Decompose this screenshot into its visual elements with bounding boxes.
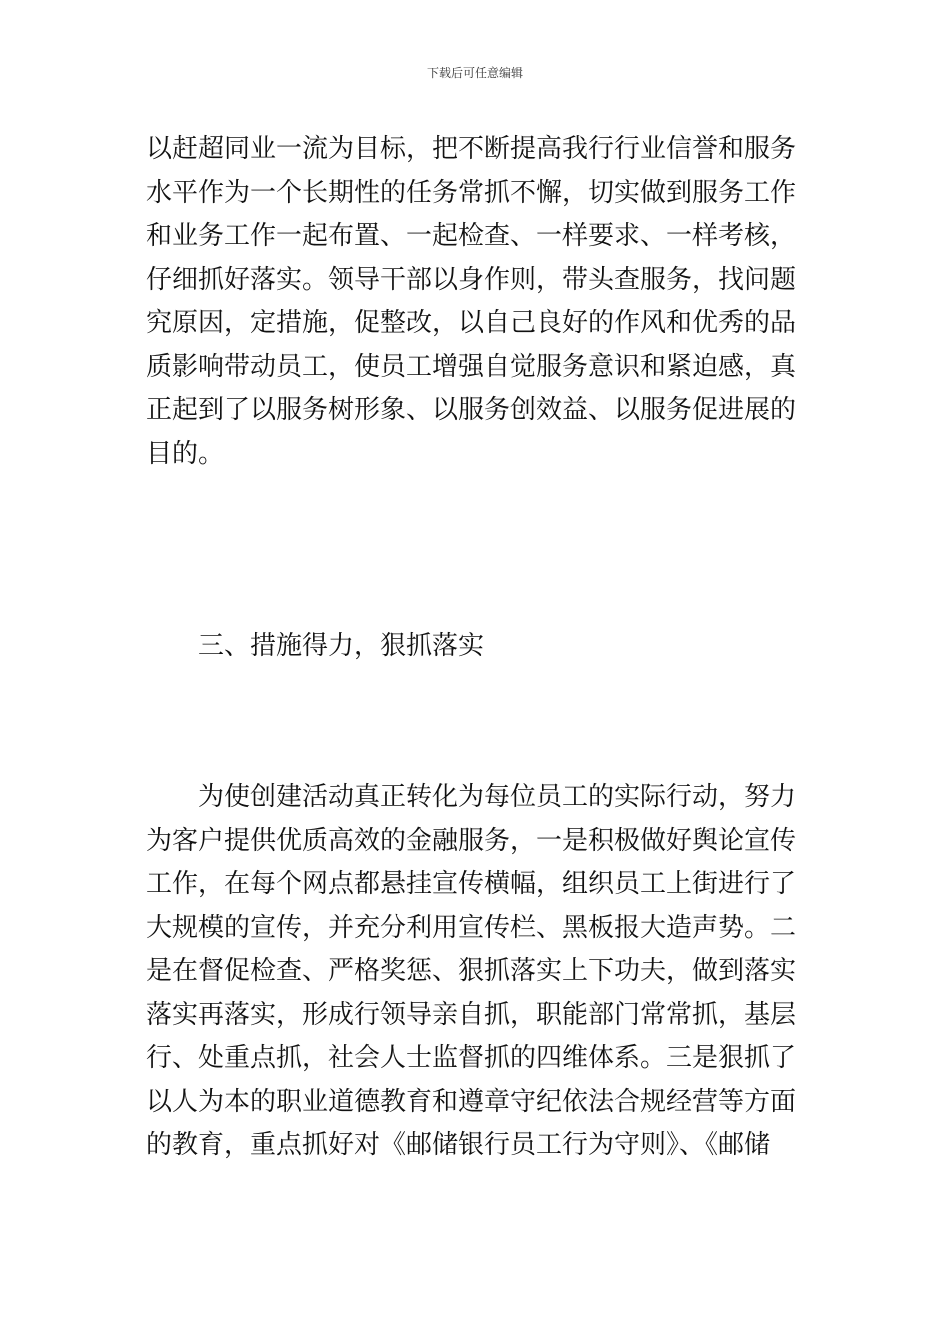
paragraph-line: 以人为本的职业道德教育和遵章守纪依法合规经营等方面 (146, 1086, 797, 1117)
paragraph-line: 仔细抓好落实。领导干部以身作则，带头查服务，找问题 (146, 264, 797, 295)
paragraph-line: 以赶超同业一流为目标，把不断提高我行行业信誉和服务 (146, 134, 797, 164)
paragraph-line: 是在督促检查、严格奖惩、狠抓落实上下功夫，做到落实 (146, 956, 797, 986)
paragraph-line: 为使创建活动真正转化为每位员工的实际行动，努力 (198, 782, 797, 812)
paragraph-line: 目的。 (146, 438, 225, 469)
paragraph-line: 大规模的宣传，并充分利用宣传栏、黑板报大造声势。二 (146, 912, 797, 943)
paragraph-line: 正起到了以服务树形象、以服务创效益、以服务促进展的 (146, 395, 797, 425)
paragraph-line: 落实再落实，形成行领导亲自抓，职能部门常常抓，基层 (146, 999, 797, 1030)
paragraph-line: 的教育，重点抓好对《邮储银行员工行为守则》、《邮储 (146, 1130, 771, 1160)
paragraph-line: 工作，在每个网点都悬挂宣传横幅，组织员工上街进行了 (146, 869, 797, 899)
paragraph-2 (146, 776, 810, 1168)
paragraph-1 (146, 128, 810, 476)
paragraph-line: 为客户提供优质高效的金融服务，一是积极做好舆论宣传 (146, 825, 797, 856)
section-heading (146, 625, 810, 669)
paragraph-line: 究原因，定措施，促整改，以自己良好的作风和优秀的品 (146, 308, 797, 338)
page-header: 下载后可任意编辑 (426, 66, 523, 80)
section-heading-text: 三、措施得力，狠抓落实 (198, 631, 485, 661)
paragraph-line: 行、处重点抓，社会人士监督抓的四维体系。三是狠抓了 (146, 1043, 797, 1073)
paragraph-line: 水平作为一个长期性的任务常抓不懈，切实做到服务工作 (146, 177, 797, 208)
paragraph-line: 和业务工作一起布置、一起检查、一样要求、一样考核， (146, 221, 797, 251)
paragraph-line: 质影响带动员工，使员工增强自觉服务意识和紧迫感，真 (146, 351, 797, 382)
